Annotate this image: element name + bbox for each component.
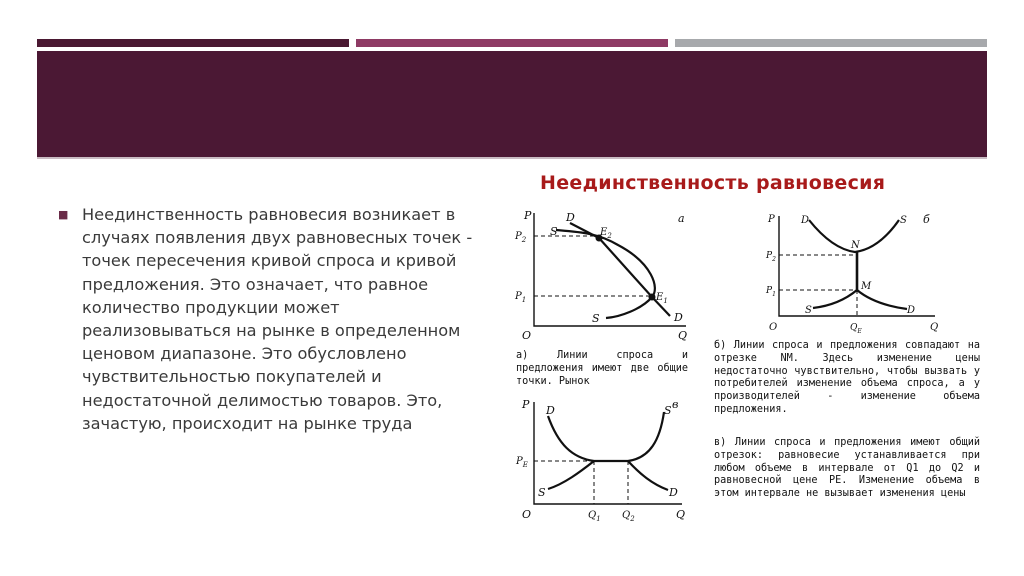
- graph-b-lower-curve: [813, 290, 907, 309]
- caption-b: б) Линии спроса и предложения совпадают на отрезке NM. Здесь изменение цены недостаточно чувствительно, чтобы вызвать у потребителей изменение объема спроса, а у производителей - изменение объема предложения.: [714, 340, 980, 415]
- graph-c-demand-label-bottom: D: [669, 486, 678, 499]
- graph-b-q-axis-label: Q: [930, 322, 939, 333]
- graph-c-upper-curve: [548, 412, 664, 461]
- graph-a-tag: а: [678, 212, 685, 225]
- body-text: Неединственность равновесия возникает в случаях появления двух равновесных точек - точек пересечения кривой спроса и кривой предложения. Это означает, что равное количество продукции может реализовываться на рынке в определенном ценовом диапазоне. Это обусловлено чувствительностью покупателей и недостаточной делимостью товаров. Это, зачастую, происходит на рынке труда: [82, 205, 473, 433]
- graph-b-supply-label-bottom: S: [805, 305, 812, 316]
- graph-b-p-axis-label: P: [768, 214, 775, 225]
- graph-b: [765, 210, 940, 335]
- top-band-middle: [356, 39, 668, 47]
- graph-c-tag: в: [672, 398, 679, 411]
- graph-c-axes: [534, 402, 682, 504]
- graph-c-supply-label: S: [664, 404, 672, 417]
- graph-b-m-label: M: [861, 281, 872, 292]
- caption-a: а) Линии спроса и предложения имеют две общие точки. Рынок: [516, 350, 688, 387]
- graph-c-p-axis-label: P: [522, 398, 530, 411]
- graph-a-supply-curve: [556, 230, 655, 318]
- graph-b-tag: б: [923, 213, 930, 226]
- graph-c-supply-label-bottom: S: [538, 486, 546, 499]
- graph-c-pe-label: $P_E$: [516, 456, 528, 469]
- graph-c-q2-label: $Q_2$: [622, 510, 635, 523]
- bullet-icon: ■: [58, 208, 69, 221]
- top-band-right: [675, 39, 987, 47]
- graph-a-demand-curve: [570, 223, 670, 316]
- graph-a-p2-label: $P_2$: [515, 231, 527, 244]
- top-band-left: [37, 39, 349, 47]
- graph-a-q-axis-label: Q: [678, 329, 688, 342]
- graph-a-origin-label: O: [522, 329, 532, 342]
- graph-a-supply-label-top: S: [550, 225, 558, 238]
- graph-a-demand-label: D: [566, 211, 575, 224]
- graph-b-supply-label: S: [900, 215, 907, 226]
- graph-c-demand-label: D: [546, 404, 555, 417]
- graph-b-origin-label: O: [769, 322, 778, 333]
- graph-a: [510, 208, 688, 343]
- graph-c-lower-curve: [548, 461, 668, 490]
- graph-a-e2-label: $E_2$: [600, 227, 612, 240]
- graph-c-q-axis-label: Q: [676, 508, 686, 521]
- graph-b-qe-label: $Q_E$: [850, 323, 862, 335]
- graph-b-n-label: N: [851, 240, 860, 251]
- graph-a-p1-label: $P_1$: [515, 291, 527, 304]
- graph-a-supply-label-bottom: S: [592, 312, 600, 325]
- graph-b-p2-label: $P_2$: [766, 251, 776, 263]
- caption-c: в) Линии спроса и предложения имеют общий отрезок: равновесие устанавливается при любом объеме в интервале от Q1 до Q2 и равновесной цене PE. Изменение объема в этом интервале не вызывает изменения цены: [714, 437, 980, 500]
- graph-b-demand-label-bottom: D: [907, 305, 916, 316]
- graph-c-q1-label: $Q_1$: [588, 510, 601, 523]
- graph-b-demand-label: D: [801, 215, 810, 226]
- graph-a-e1-label: $E_1$: [656, 292, 668, 305]
- slide-title: Неединственность равновесия: [540, 172, 886, 194]
- graph-c-origin-label: O: [522, 508, 532, 521]
- header-banner: [37, 51, 987, 159]
- graph-c: [512, 394, 687, 524]
- graph-a-point-e1: [649, 294, 656, 301]
- graph-a-demand-label-bottom: D: [674, 311, 683, 324]
- graph-a-p-axis-label: P: [524, 209, 532, 222]
- graph-b-p1-label: $P_1$: [766, 286, 776, 298]
